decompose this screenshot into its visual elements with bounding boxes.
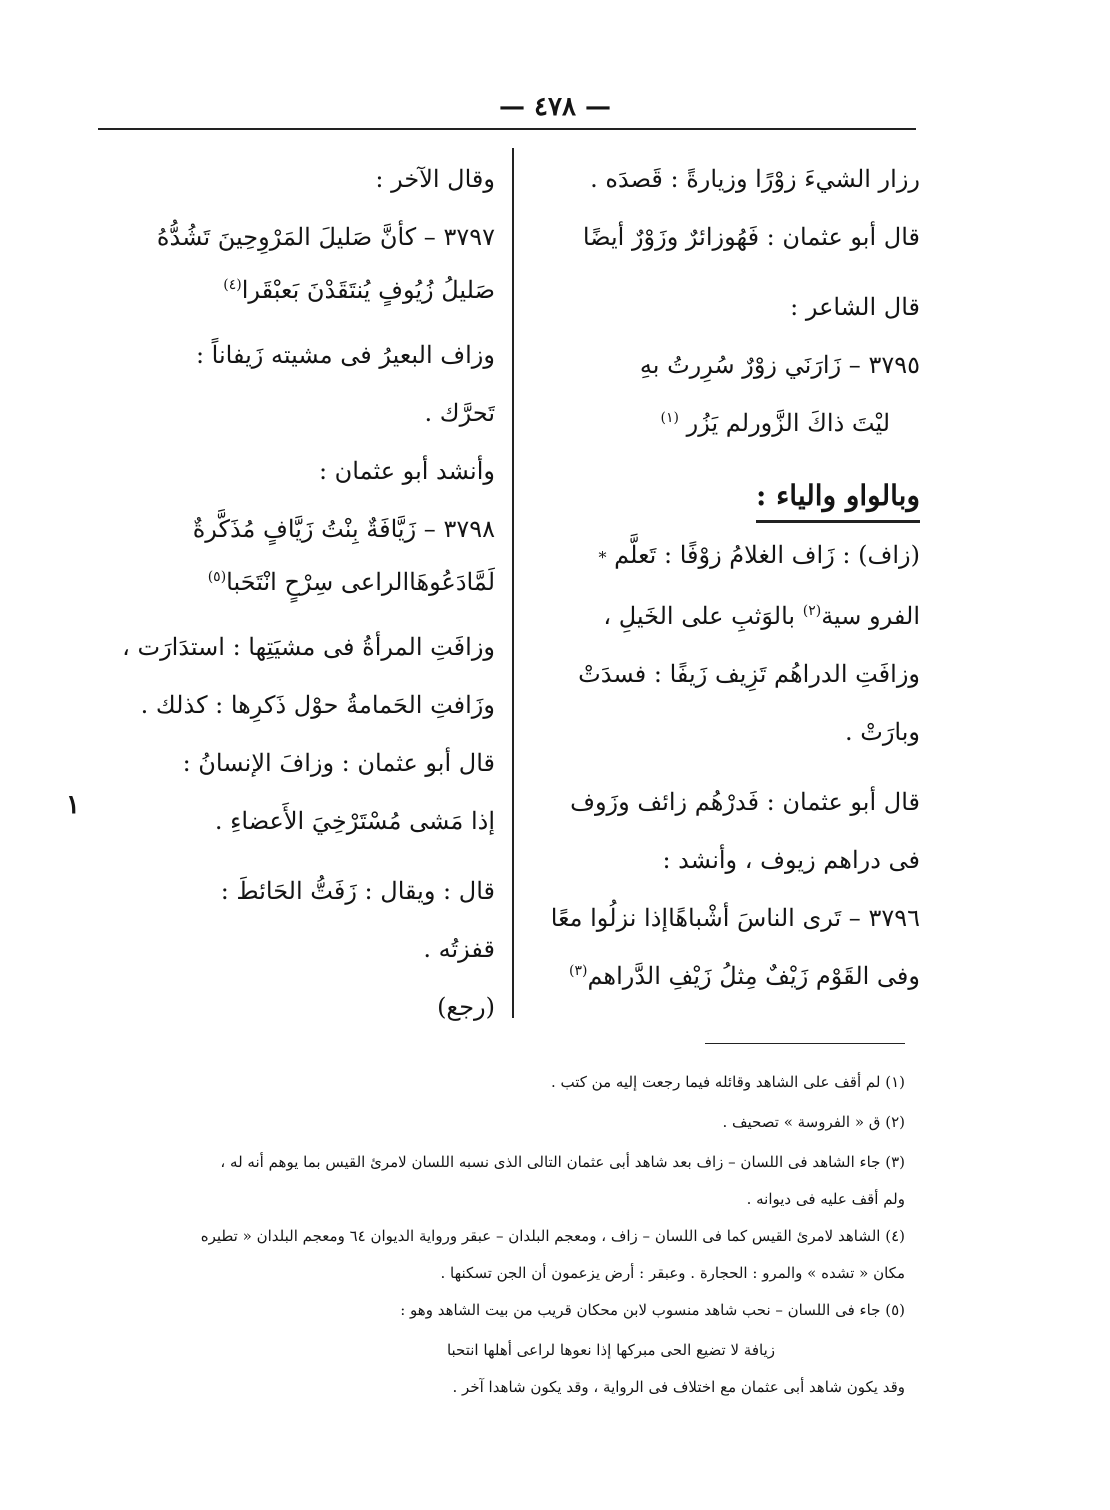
verse-line bbox=[110, 558, 495, 606]
verse-text: ليْتَ ذاكَ الزَّورلم يَزُر bbox=[686, 409, 890, 437]
entry-line: فى دراهم زيوف ، وأنشد : bbox=[662, 846, 920, 874]
entry-text: الفرو سية bbox=[821, 602, 920, 630]
page-number: — ٤٧٨ — bbox=[498, 92, 612, 122]
entry-line: وزافَتِ الدراهُم تَزِيف زَيفًا : فسدَتْ bbox=[578, 660, 920, 688]
entry-line: قال أبو عثمان : فَدرْهُم زائف وزَوف bbox=[570, 788, 920, 816]
verse-line bbox=[522, 394, 920, 452]
verse-text: لَمَّادَعُوهَاالراعى سِرْحٍ انْتَحَبا bbox=[226, 568, 495, 596]
footnote-continuation: مكان « تشده » والمرو : الحجارة . وعبقر : أرض يزعمون أن الجن تسكنها . bbox=[440, 1264, 905, 1282]
entry-text: بالوَثبِ على الخَيلِ ، bbox=[603, 602, 796, 630]
right-column bbox=[522, 150, 920, 1005]
entry-text: (زاف) : زَاف الغلامُ زوْفًا : تَعلَّم bbox=[614, 541, 920, 569]
entry-line: وبارَتْ . bbox=[844, 718, 920, 746]
column-divider bbox=[512, 148, 514, 1018]
section-end-marker: (رجع) bbox=[437, 993, 495, 1021]
footnote: (١) لم أقف على الشاهد وقائله فيما رجعت إليه من كتب . bbox=[550, 1073, 905, 1091]
verse-text: صَليلُ زُيُوفٍ يُنتَقَدْنَ بَعبْقَرا bbox=[241, 276, 495, 304]
footnote: (٢) ق « الفروسة » تصحيف . bbox=[722, 1113, 905, 1131]
footnote-rule bbox=[705, 1043, 905, 1044]
footnote-ref: (٣) bbox=[568, 963, 588, 979]
verse-line: ٣٧٩٥ – زَارَنَي زوْرٌ سُرِرتُ بهِ bbox=[639, 351, 920, 379]
verse-line bbox=[522, 947, 920, 1005]
text-line: قفزتُه . bbox=[423, 935, 495, 963]
footnote-continuation: وقد يكون شاهد أبى عثمان مع اختلاف فى الرواية ، وقد يكون شاهدا آخر . bbox=[452, 1378, 905, 1396]
section-heading bbox=[522, 466, 920, 526]
header-rule bbox=[98, 128, 916, 130]
footnote-ref: (٥) bbox=[207, 569, 227, 585]
text-line: وقال الآخر : bbox=[375, 165, 495, 193]
footnote: (٣) جاء الشاهد فى اللسان – زاف بعد شاهد أبى عثمان التالى الذى نسبه اللسان لامرئ القيس بما يوهم أنه له ، bbox=[220, 1153, 905, 1171]
text-line: وزافَتِ المرأةُ فى مشيَتِها : استدَارَت ، bbox=[122, 633, 495, 661]
text-line: وزَافتِ الحَمامةُ حوْل ذَكرِها : كذلك . bbox=[140, 691, 495, 719]
footnote: (٥) جاء فى اللسان – نحب شاهد منسوب لابن محكان قريب من بيت الشاهد وهو : bbox=[400, 1301, 905, 1319]
entry-marker: * bbox=[598, 548, 607, 567]
entry-line bbox=[522, 587, 920, 645]
text-line: وزاف البعيرُ فى مشيته زَيفاناً : bbox=[195, 341, 495, 369]
text-line: قال : ويقال : زَفَتُّ الحَائطَ : bbox=[220, 877, 495, 905]
text-line: إذا مَشى مُسْتَرْخِيَ الأَعضاءِ . bbox=[214, 807, 495, 835]
text-line: قال أبو عثمان : وزافَ الإنسانُ : bbox=[182, 749, 495, 777]
text-line: رزار الشيءَ زوْرًا وزيارةً : قَصدَه . bbox=[590, 165, 920, 193]
text-line: قال الشاعر : bbox=[790, 293, 920, 321]
text-line: قال أبو عثمان : فَهُوزائرٌ وزَوْرٌ أيضًا bbox=[582, 223, 920, 251]
footnote-continuation: ولم أقف عليه فى ديوانه . bbox=[746, 1190, 905, 1208]
verse-line bbox=[110, 266, 495, 314]
verse-line: ٣٧٩٨ – زَيَّافَةٌ بِنْتُ زَيَّافٍ مُذَكَّرةٌ bbox=[192, 515, 495, 543]
margin-mark: ١ bbox=[66, 790, 80, 820]
verse-text: وفى القَوْم زَيْفٌ مِثلُ زَيْفِ الدَّراهم bbox=[587, 962, 920, 990]
verse-line: ٣٧٩٧ – كأنَّ صَليلَ المَرْوِحِينَ تَشُدُّهُ bbox=[156, 223, 495, 251]
footnote-verse: زيافة لا تضيع الحى مبركها إذا نعوها لراعى أهلها انتحبا bbox=[446, 1341, 775, 1359]
footnotes bbox=[185, 1062, 905, 1404]
text-line: تَحرَّك . bbox=[424, 399, 495, 427]
verse-line: ٣٧٩٦ – تَرى الناسَ أشْباهًاإذا نزلُوا معًا bbox=[550, 904, 920, 932]
footnote-ref: (١) bbox=[660, 410, 680, 426]
left-column bbox=[110, 150, 495, 1036]
footnote: (٤) الشاهد لامرئ القيس كما فى اللسان – زاف ، ومعجم البلدان – عبقر ورواية الديوان ٦٤ ومعجم البلدان « تطيره bbox=[200, 1227, 905, 1245]
footnote-ref: (٢) bbox=[802, 603, 822, 619]
footnote-ref: (٤) bbox=[223, 277, 242, 293]
text-line: وأنشد أبو عثمان : bbox=[318, 457, 495, 485]
section-heading-text: وبالواو والياء : bbox=[756, 476, 920, 523]
entry-line bbox=[522, 526, 920, 587]
